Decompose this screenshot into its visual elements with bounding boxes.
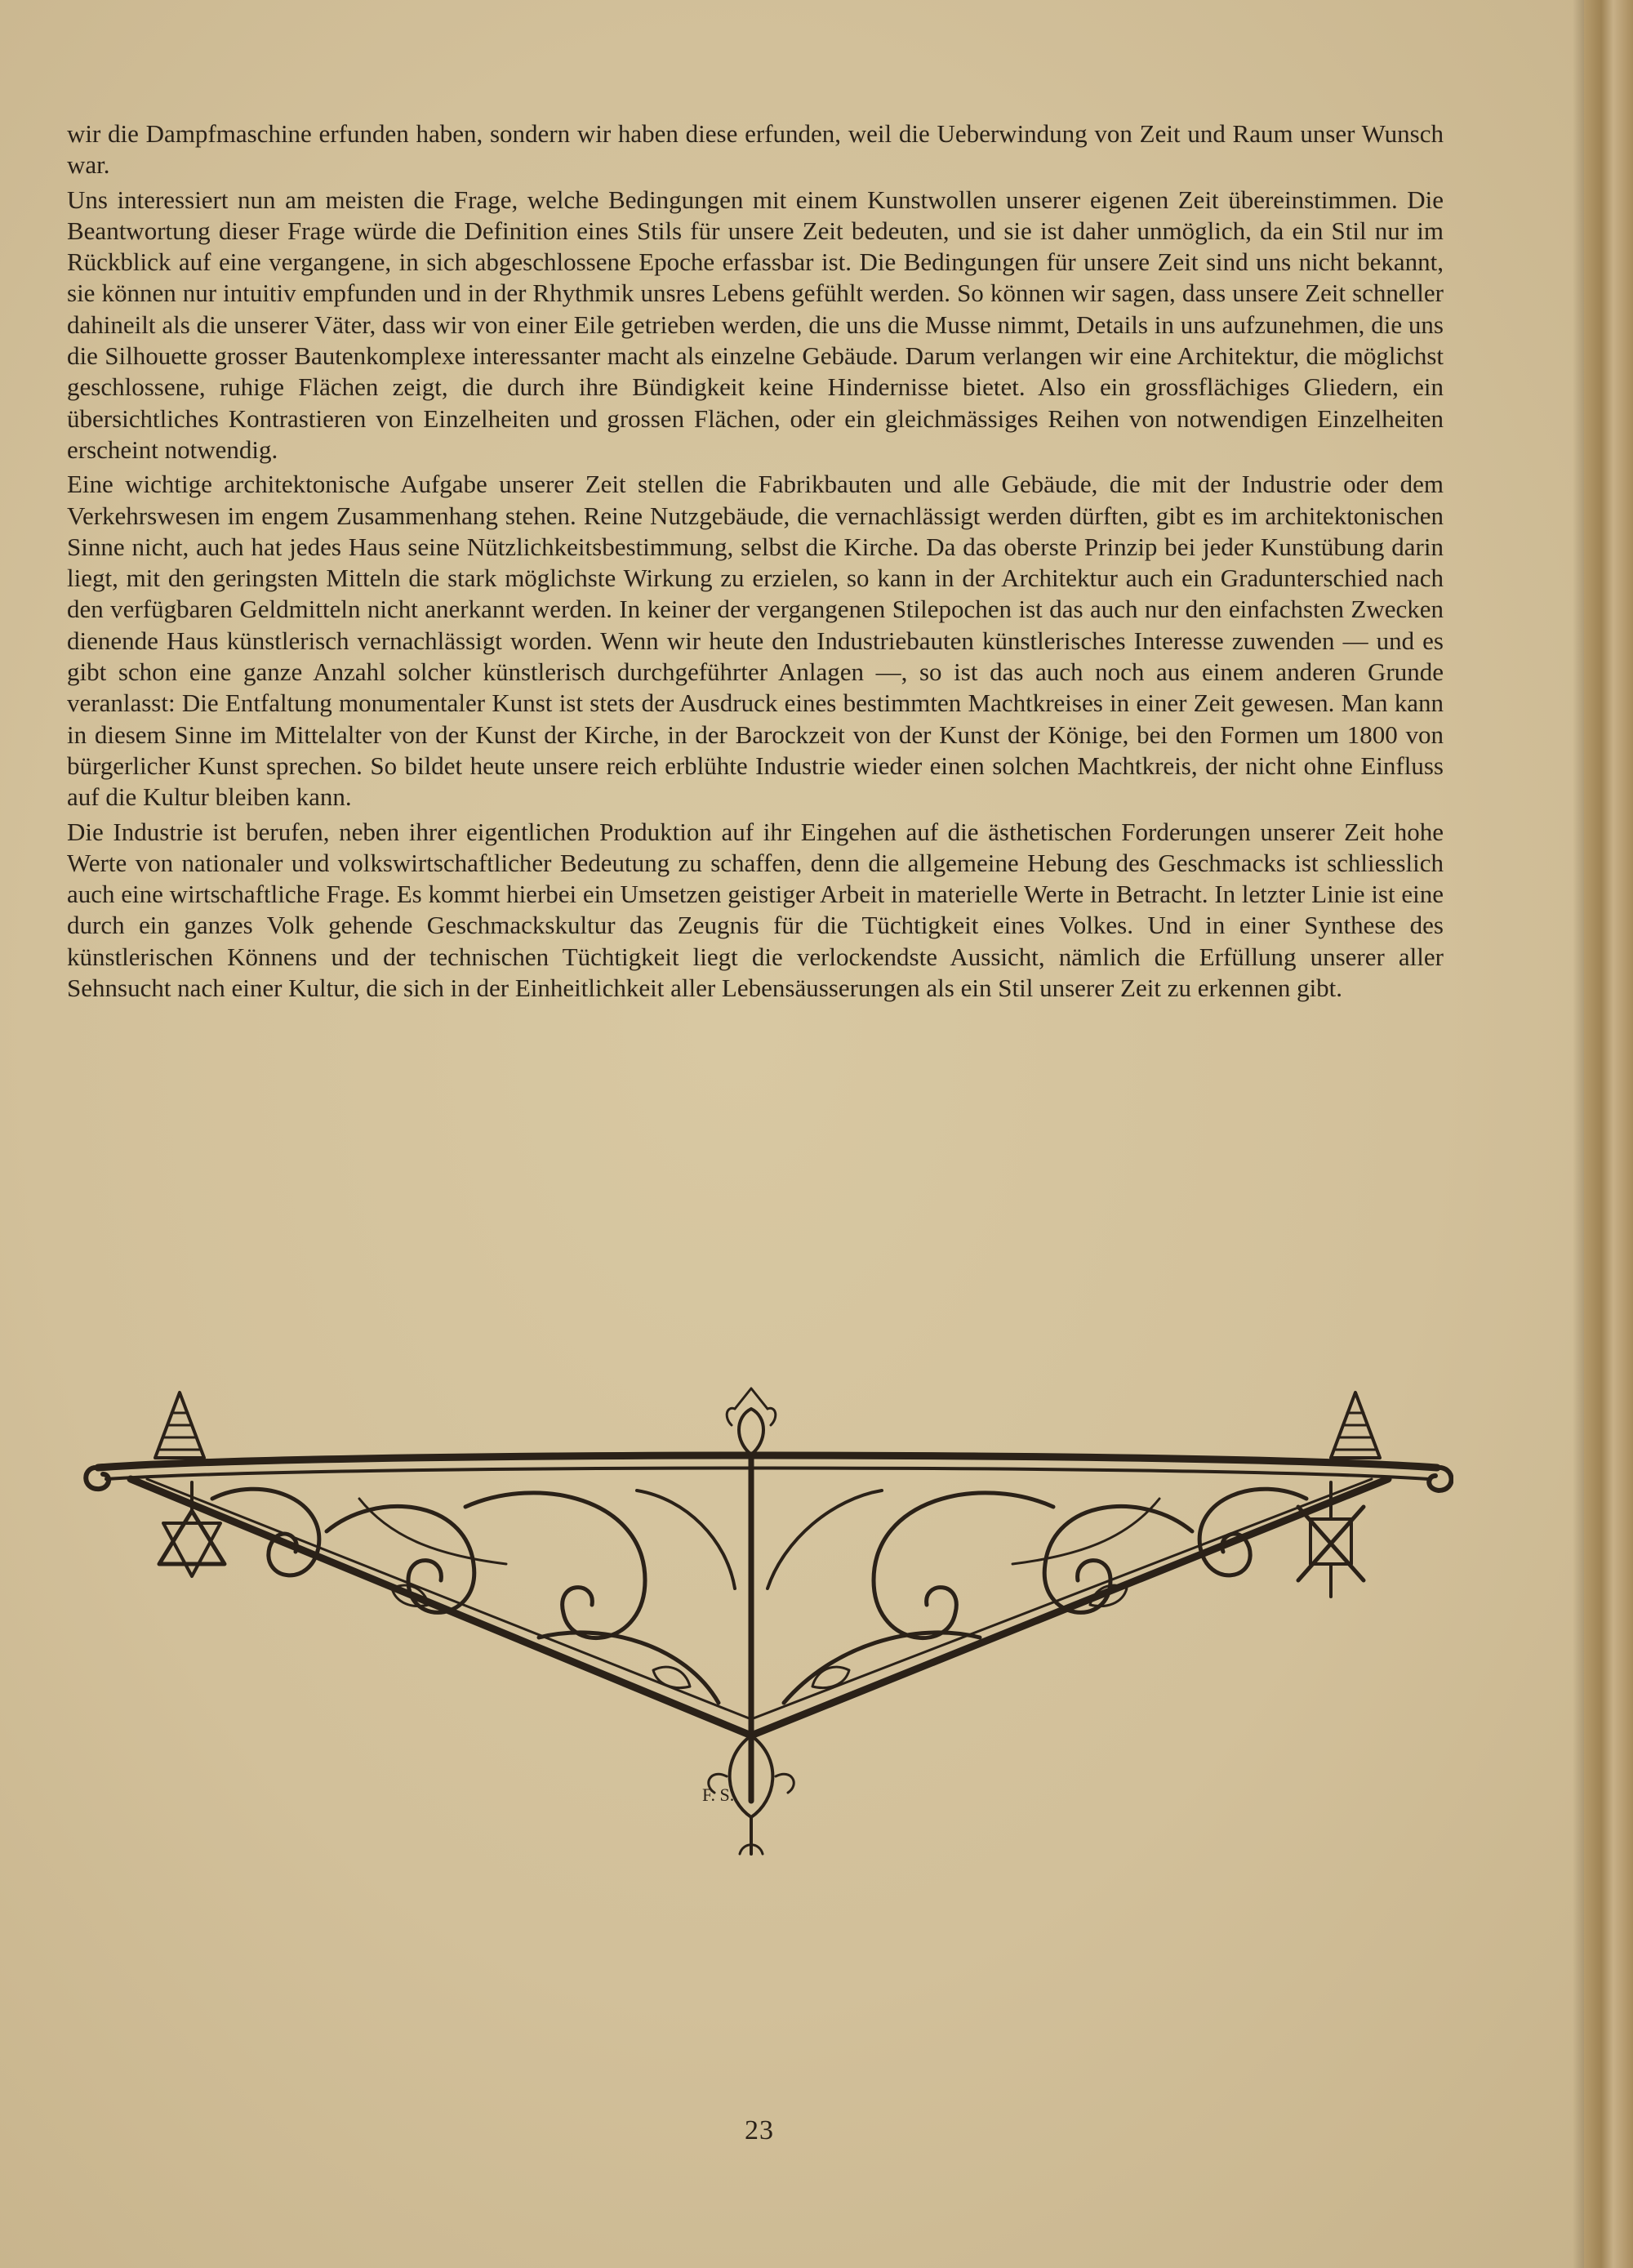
paragraph-4: Die Industrie ist berufen, neben ihrer eigentlichen Produktion auf ihr Eingehen auf die ästhetischen Forderungen unserer Zeit hohe Werte von nationaler und volkswirtschaftlicher Bedeutung zu schaffen, denn die allgemeine Hebung des Geschmacks ist schliesslich auch eine wirtschaftliche Frage. Es kommt hierbei ein Umsetzen geistiger Arbeit in materielle Werte in Betracht. In letzter Linie ist eine durch ein ganzes Volk gehende Geschmackskultur das Zeugnis für die Tüchtigkeit eines Volkes. Und in einer Synthese des künstlerischen Könnens und der technischen Tüchtigkeit liegt die verlockendste Aussicht, nämlich die Erfüllung unserer aller Sehnsucht nach einer Kultur, die sich in der Einheitlichkeit aller Lebensäusserungen als ein Stil unserer Zeit zu erkennen gibt.: [67, 817, 1444, 1003]
paragraph-1: wir die Dampfmaschine erfunden haben, sondern wir haben diese erfunden, weil die Ueberwindung von Zeit und Raum unser Wunsch war.: [67, 119, 1444, 180]
body-text: [67, 118, 1444, 1007]
wrought-iron-bracket-ornament: [82, 1376, 1453, 1858]
page-gutter-shadow: [1573, 0, 1584, 2268]
paragraph-3: Eine wichtige architektonische Aufgabe unserer Zeit stellen die Fabrikbauten und alle Gebäude, die mit der Industrie oder dem Verkehrswesen im engem Zusammenhang stehen. Reine Nutzgebäude, die vernachlässigt werden dürften, gibt es im architektonischen Sinne nicht, auch hat jedes Haus seine Nützlichkeitsbestimmung, selbst die Kirche. Da das oberste Prinzip bei jeder Kunstübung darin liegt, mit den geringsten Mitteln die stark möglichste Wirkung zu erzielen, so kann in der Architektur auch ein Gradunterschied nach den verfügbaren Geldmitteln nicht anerkannt werden. In keiner der vergangenen Stilepochen ist das auch nur den einfachsten Zwecken dienende Haus künstlerisch vernachlässigt worden. Wenn wir heute den Industriebauten künstlerisches Interesse zuwenden — und es gibt schon eine ganze Anzahl solcher künstlerisch durchgeführter Anlagen —, so ist das auch noch aus einem anderen Grunde veranlasst: Die Entfaltung monumentaler Kunst ist stets der Ausdruck eines bestimmten Machtkreises in einer Zeit gewesen. Man kann in diesem Sinne im Mittelalter von der Kunst der Kirche, in der Barockzeit von der Kunst der Könige, bei den Formen um 1800 von bürgerlicher Kunst sprechen. So bildet heute unsere reich erblühte Industrie wieder einen solchen Machtkreis, der nicht ohne Einfluss auf die Kultur bleiben kann.: [67, 470, 1444, 812]
ornament-signature: F. S.: [702, 1785, 735, 1805]
page-number: 23: [745, 2115, 774, 2145]
paragraph-2: Uns interessiert nun am meisten die Frage, welche Bedingungen mit einem Kunstwollen unserer eigenen Zeit übereinstimmen. Die Beantwortung dieser Frage würde die Definition eines Stils für unsere Zeit bedeuten, und sie ist daher unmöglich, da ein Stil nur im Rückblick auf eine vergangene, in sich abgeschlossene Epoche erfassbar ist. Die Bedingungen für unsere Zeit sind uns nicht bekannt, sie können nur intuitiv empfunden und in der Rhythmik unsres Lebens gefühlt werden. So können wir sagen, dass unsere Zeit schneller dahineilt als die unserer Väter, dass wir von einer Eile getrieben werden, die uns die Musse nimmt, Details in uns aufzunehmen, die uns die Silhouette grosser Bautenkomplexe interessanter macht als einzelne Gebäude. Darum verlangen wir eine Architektur, die möglichst geschlossene, ruhige Flächen zeigt, die durch ihre Bündigkeit keine Hindernisse bietet. Also ein grossflächiges Gliedern, ein übersichtliches Kontrastieren von Einzelheiten und grossen Flächen, oder ein gleichmässiges Reihen von notwendigen Einzelheiten erscheint notwendig.: [67, 185, 1444, 464]
book-page-edge: [1584, 0, 1633, 2268]
